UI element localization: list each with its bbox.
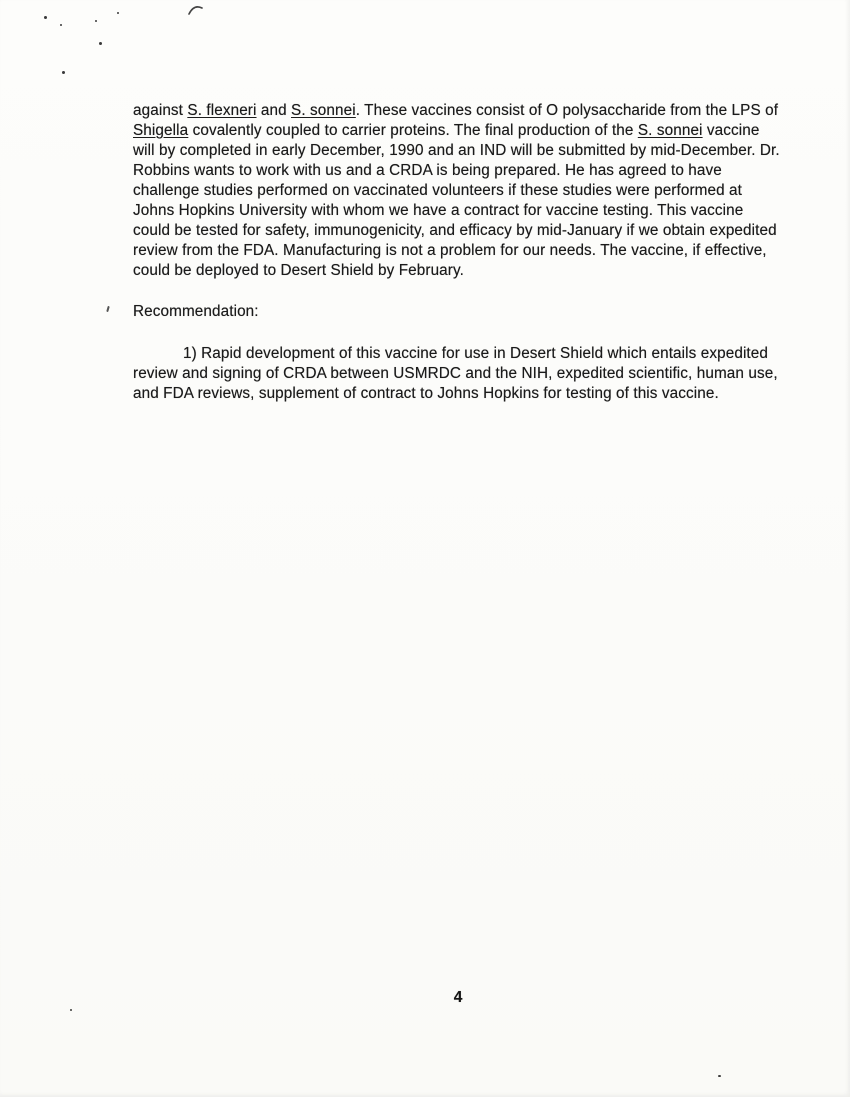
text-run: and xyxy=(256,102,292,119)
scan-tick-mark xyxy=(106,306,110,312)
text-run: against xyxy=(133,102,188,119)
scan-speckle xyxy=(95,20,97,22)
text-run: covalently coupled to carrier proteins. The final production of the xyxy=(188,122,638,139)
scan-speckle xyxy=(70,1009,72,1011)
document-body xyxy=(133,101,783,404)
scan-speckle xyxy=(60,24,62,26)
scan-speckle xyxy=(44,16,47,19)
recommendation-heading: Recommendation: xyxy=(133,303,259,320)
scan-speckle xyxy=(718,1075,721,1077)
scan-speckle xyxy=(117,12,119,14)
text-run: vaccine will by completed in early December, 1990 and an IND will be submitted by mid-December. Dr. Robbins wants to work with us and a CRDA is being prepared. He has agreed to have challenge studies performed on vaccinated volunteers if these studies were performed at Johns Hopkins University with whom we have a contract for vaccine testing. This vaccine could be tested for safety, immunogenicity, and efficacy by mid-January if we obtain expedited review from the FDA. Manufacturing is not a problem for our needs. The vaccine, if effective, could be deployed to Desert Shield by February. xyxy=(133,122,780,279)
page-number: 4 xyxy=(453,989,463,1006)
species-name-flexneri: S. flexneri xyxy=(187,102,257,119)
text-run: . These vaccines consist of O polysaccharide from the LPS of xyxy=(355,102,779,119)
recommendation-item-1: 1) Rapid development of this vaccine for use in Desert Shield which entails expedited review and signing of CRDA between USMRDC and the NIH, expedited scientific, human use, and FDA reviews, supplement of contract to Johns Hopkins for testing of this vaccine. xyxy=(133,345,778,402)
species-name-sonnei: S. sonnei xyxy=(637,122,703,139)
paragraph-vaccine-program xyxy=(133,101,783,281)
species-name-sonnei: S. sonnei xyxy=(291,102,356,119)
scan-curve-mark xyxy=(188,2,204,20)
genus-name-shigella: Shigella xyxy=(133,122,189,139)
scan-speckle xyxy=(62,71,65,74)
scan-speckle xyxy=(99,42,102,45)
